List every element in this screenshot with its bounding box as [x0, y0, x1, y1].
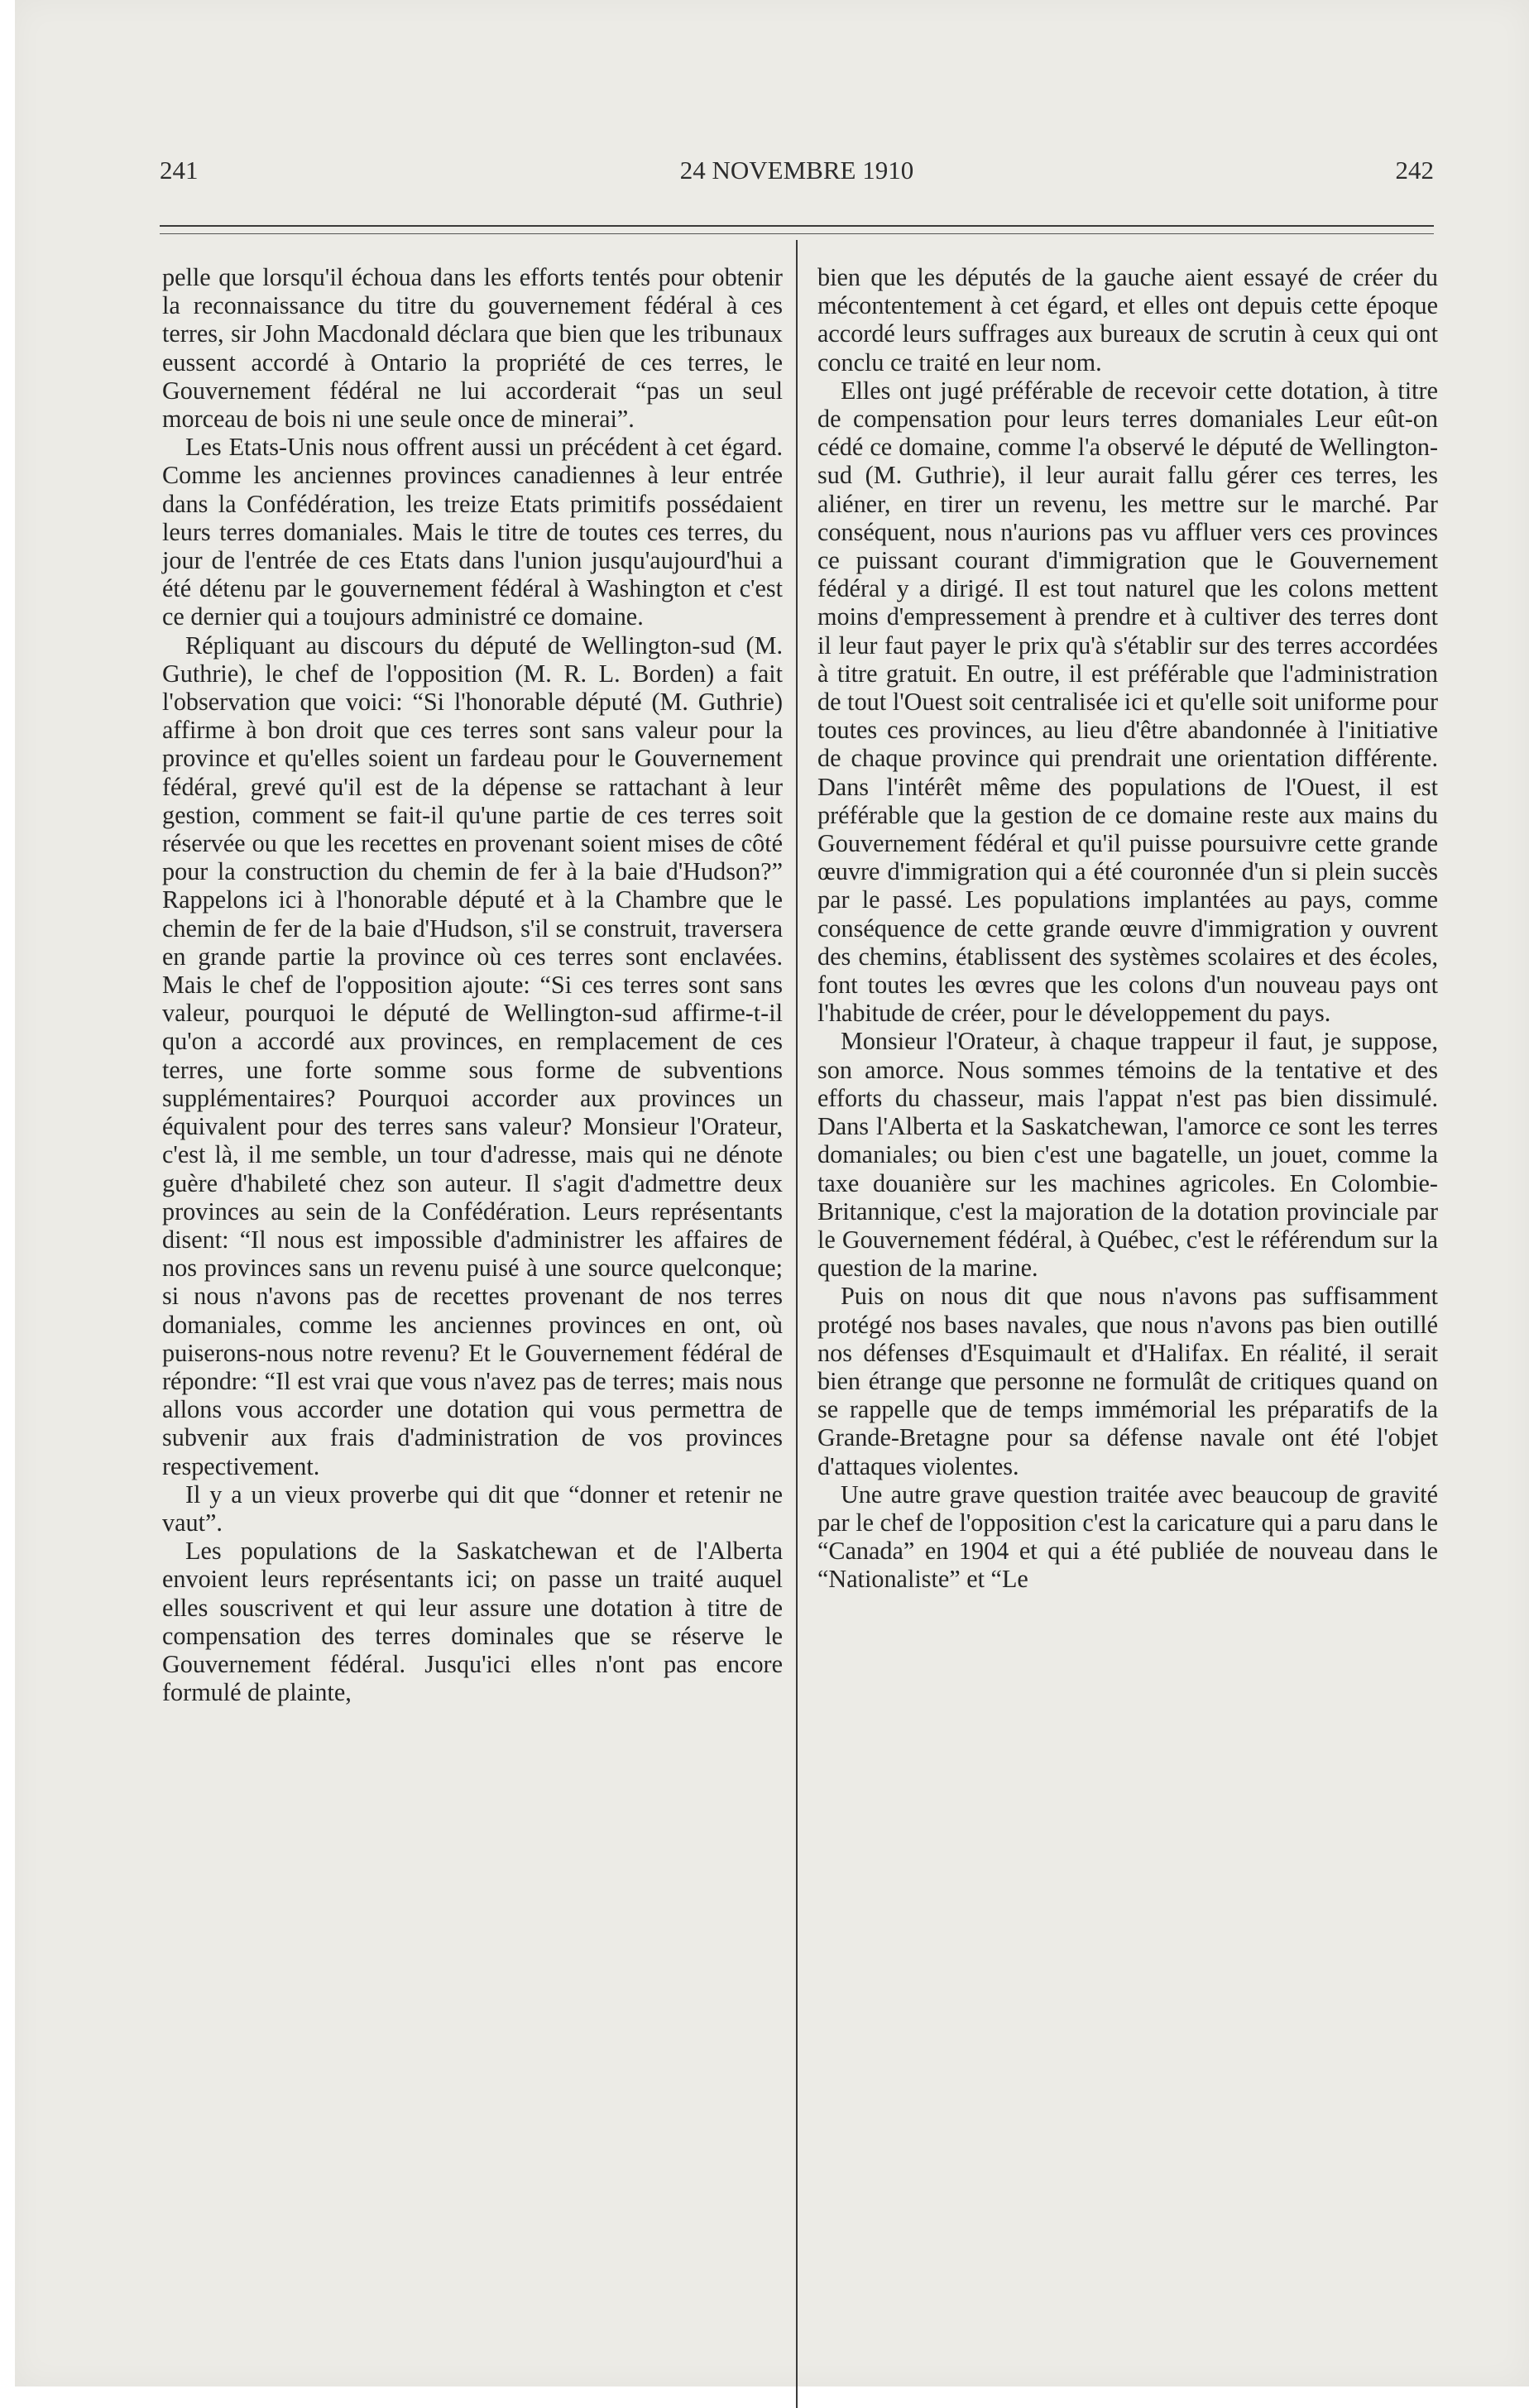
paragraph: Répliquant au discours du député de Wellington-sud (M. Guthrie), le chef de l'opposition (M. R. L. Borden) a fait l'observation que voici: “Si l'honorable député (M. Guthrie) affirme à bon droit que ces terres sont sans valeur pour la province et qu'elles soient un fardeau pour le Gouvernement fédéral, grevé qu'il est de la dépense se rattachant à leur gestion, comment se fait-il qu'une partie de ces terres soit réservée ou que les recettes en provenant soient mises de côté pour la construction du chemin de fer à la baie d'Hudson?” Rappelons ici à l'honorable député et à la Chambre que le chemin de fer de la baie d'Hudson, s'il se construit, traversera en grande partie la province où ces terres sont enclavées. Mais le chef de l'opposition ajoute: “Si ces terres sont sans valeur, pourquoi le député de Wellington-sud affirme-t-il qu'on a accordé aux provinces, en remplacement de ces terres, une forte somme sous forme de subventions supplémentaires? Pourquoi accorder aux provinces un équivalent pour des terres sans valeur? Monsieur l'Orateur, c'est là, il me semble, un tour d'adresse, mais qui ne dénote guère d'habileté chez son auteur. Il s'agit d'admettre deux provinces au sein de la Confédération. Leurs représentants disent: “Il nous est impossible d'administrer les affaires de nos provinces sans un revenu puisé à une source quelconque; si nous n'avons pas de recettes provenant de nos terres domaniales, comme les anciennes provinces en ont, où puiserons-nous notre revenu? Et le Gouvernement fédéral de répondre: “Il est vrai que vous n'avez pas de terres; mais nous allons vous accorder une dotation qui vous permettra de subvenir aux frais d'administration de vos provinces respectivement. — [162, 631, 783, 1480]
document-page — [15, 0, 1529, 2386]
paragraph: Une autre grave question traitée avec beaucoup de gravité par le chef de l'opposition c'est la caricature qui a paru dans le “Canada” en 1904 et qui a été publiée de nouveau dans le “Nationaliste” et “Le — [817, 1480, 1438, 1594]
paragraph: Elles ont jugé préférable de recevoir cette dotation, à titre de compensation pour leurs terres domaniales Leur eût-on cédé ce domaine, comme l'a observé le député de Wellington-sud (M. Guthrie), il leur aurait fallu gérer ces terres, les aliéner, en tirer un revenu, les mettre sur le marché. Par conséquent, nous n'aurions pas vu affluer vers ces provinces ce puissant courant d'immigration que le Gouvernement fédéral y a dirigé. Il est tout naturel que les colons mettent moins d'empressement à prendre et à cultiver des terres dont il leur faut payer le prix qu'à s'établir sur des terres accordées à titre gratuit. En outre, il est préférable que l'administration de tout l'Ouest soit centralisée ici et qu'elle soit uniforme pour toutes ces provinces, au lieu d'être abandonnée à l'initiative de chaque province qui prendrait une orientation différente. Dans l'intérêt même des populations de l'Ouest, il est préférable que la gestion de ce domaine reste aux mains du Gouvernement fédéral et qu'il puisse poursuivre cette grande œuvre d'immigration qui a été couronnée d'un si plein succès par le passé. Les populations implantées au pays, comme conséquence de cette grande œuvre d'immigration y ouvrent des chemins, établissent des systèmes scolaires et des écoles, font toutes les œvres que les colons d'un nouveau pays ont l'habitude de créer, pour le développement du pays. — [817, 376, 1438, 1028]
left-column — [162, 263, 783, 1706]
page-header — [160, 156, 1434, 197]
header-rule-thick — [160, 225, 1434, 227]
paragraph: Les populations de la Saskatchewan et de l'Alberta envoient leurs représentants ici; on passe un traité auquel elles souscrivent et qui leur assure une dotation à titre de compensation des terres dominales que se réserve le Gouvernement fédéral. Jusqu'ici elles n'ont pas encore formulé de plainte, — [162, 1537, 783, 1707]
page-number-left: 241 — [160, 156, 199, 185]
column-divider — [796, 240, 798, 2408]
right-column — [817, 263, 1438, 1594]
header-date: 24 NOVEMBRE 1910 — [679, 156, 914, 185]
header-rule-thin — [160, 233, 1434, 234]
paragraph: Il y a un vieux proverbe qui dit que “donner et retenir ne vaut”. — [162, 1480, 783, 1537]
paragraph: Les Etats-Unis nous offrent aussi un précédent à cet égard. Comme les anciennes provinces canadiennes à leur entrée dans la Confédération, les treize Etats primitifs possédaient leurs terres domaniales. Mais le titre de toutes ces terres, du jour de l'entrée de ces Etats dans l'union jusqu'aujourd'hui a été détenu par le gouvernement fédéral à Washington et c'est ce dernier qui a toujours administré ce domaine. — [162, 433, 783, 631]
paragraph: Monsieur l'Orateur, à chaque trappeur il faut, je suppose, son amorce. Nous sommes témoins de la tentative et des efforts du chasseur, mais l'appat n'est pas bien dissimulé. Dans l'Alberta et la Saskatchewan, l'amorce ce sont les terres domaniales; ou bien c'est une bagatelle, un jouet, comme la taxe douanière sur les machines agricoles. En Colombie-Britannique, c'est la majoration de la dotation provinciale par le Gouvernement fédéral, à Québec, c'est le référendum sur la question de la marine. — [817, 1027, 1438, 1283]
paragraph: pelle que lorsqu'il échoua dans les efforts tentés pour obtenir la reconnaissance du titre du gouvernement fédéral à ces terres, sir John Macdonald déclara que bien que les tribunaux eussent accordé à Ontario la propriété de ces terres, le Gouvernement fédéral ne lui accorderait “pas un seul morceau de bois ni une seule once de minerai”. — [162, 263, 783, 434]
page-number-right: 242 — [1395, 156, 1434, 185]
paragraph: bien que les députés de la gauche aient essayé de créer du mécontentement à cet égard, et elles ont depuis cette époque accordé leurs suffrages aux bureaux de scrutin à ceux qui ont conclu ce traité en leur nom. — [817, 263, 1438, 377]
paragraph: Puis on nous dit que nous n'avons pas suffisamment protégé nos bases navales, que nous n'avons pas bien outillé nos défenses d'Esquimault et d'Halifax. En réalité, il serait bien étrange que personne ne formulât de critiques quand on se rappelle que de temps immémorial les préparatifs de la Grande-Bretagne pour sa défense navale ont été l'objet d'attaques violentes. — [817, 1282, 1438, 1480]
